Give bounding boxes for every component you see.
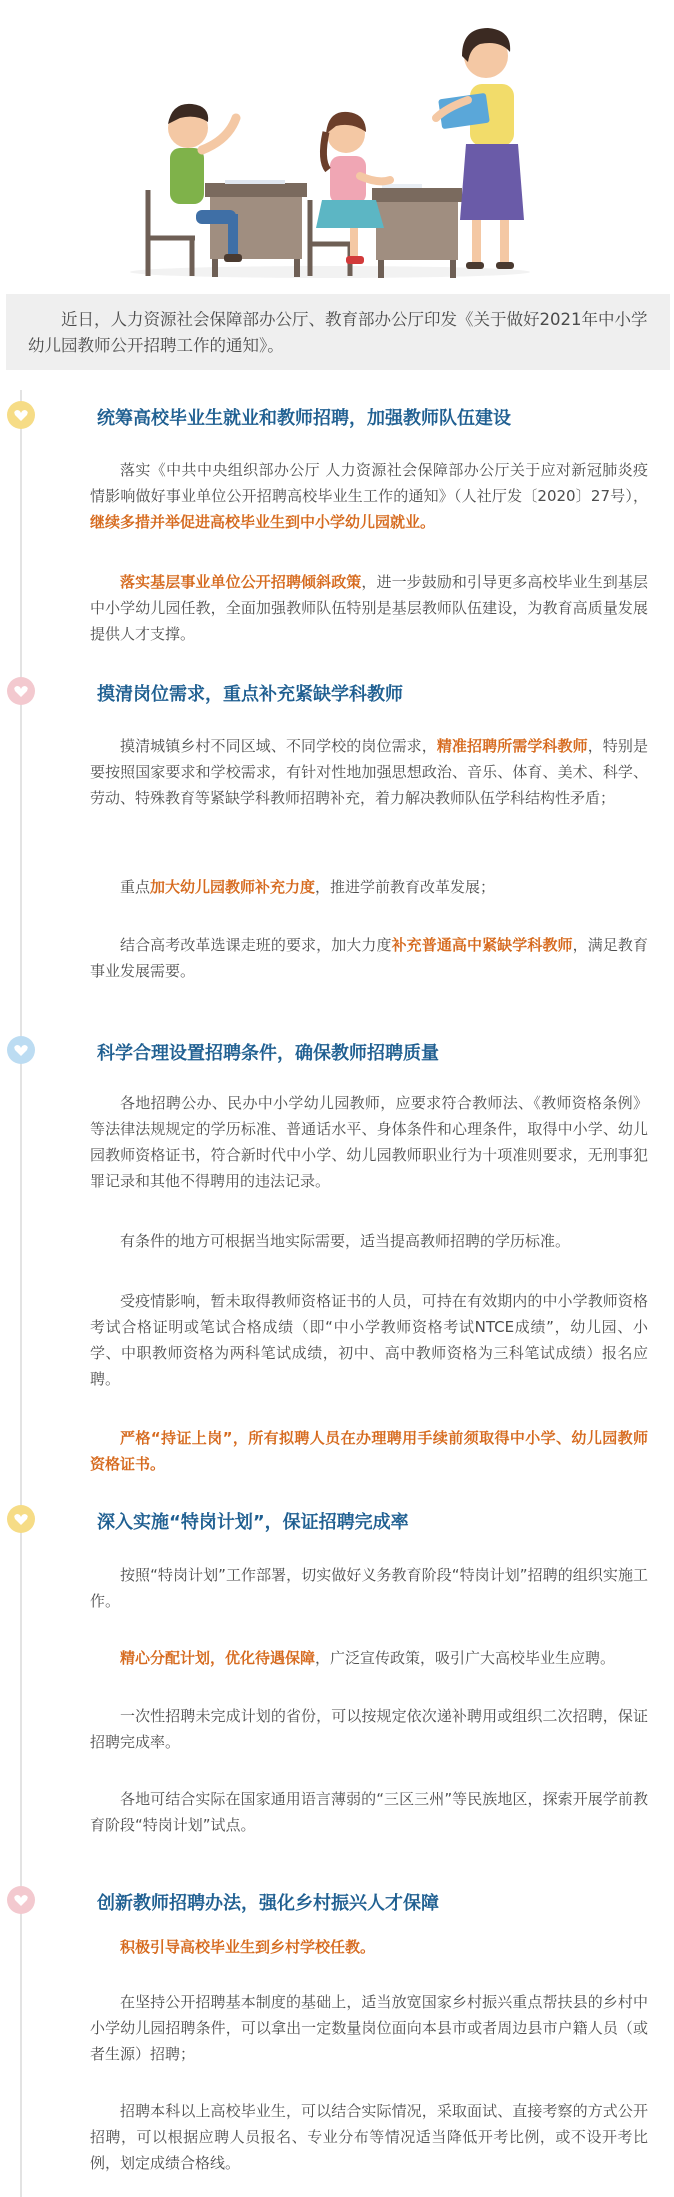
desk-right (372, 184, 462, 278)
section-3-para-1: 各地招聘公办、民办中小学幼儿园教师，应要求符合教师法、《教师资格条例》等法律法规规定的学历标准、普通话水平、身体条件和心理条件，取得中小学、幼儿园教师资格证书，符合新时代中小学、幼儿园教师职业行为十项准则要求，无刑事犯罪记录和其他不得聘用的违法记录。 (90, 1094, 648, 1190)
section-4-para-3: 一次性招聘未完成计划的省份，可以按规定依次递补聘用或组织二次招聘，保证招聘完成率。 (90, 1707, 648, 1751)
section-1-title: 统筹高校毕业生就业和教师招聘，加强教师队伍建设 (97, 408, 511, 429)
section-4-title: 深入实施“特岗计划”，保证招聘完成率 (97, 1512, 409, 1533)
section-3-para-3: 受疫情影响，暂未取得教师资格证书的人员，可持在有效期内的中小学教师资格考试合格证明或笔试合格成绩（即“中小学教师资格考试NTCE成绩”，幼儿园、小学、中职教师资格为两科笔试成绩，初中、高中教师资格为三科笔试成绩）报名应聘。 (90, 1292, 648, 1388)
section-4-para-2: 精心分配计划，优化待遇保障，广泛宣传政策，吸引广大高校毕业生应聘。 (120, 1649, 616, 1667)
section-5-para-2: 在坚持公开招聘基本制度的基础上，适当放宽国家乡村振兴重点帮扶县的乡村中小学幼儿园招聘条件，可以拿出一定数量岗位面向本县市或者周边县市户籍人员（或者生源）招聘； (90, 1993, 648, 2063)
section-2-para-3: 结合高考改革选课走班的要求，加大力度补充普通高中紧缺学科教师，满足教育事业发展需要。 (90, 936, 648, 980)
heart-pink-icon (7, 677, 35, 705)
section-5-para-3: 招聘本科以上高校毕业生，可以结合实际情况，采取面试、直接考察的方式公开招聘，可以根据应聘人员报名、专业分布等情况适当降低开考比例，或不设开考比例，划定成绩合格线。 (90, 2102, 648, 2172)
heart-pink-icon (7, 1886, 35, 1914)
desk-left (205, 180, 307, 277)
classroom-illustration (0, 0, 674, 290)
section-3-para-2: 有条件的地方可根据当地实际需要，适当提高教师招聘的学历标准。 (120, 1232, 571, 1250)
section-4-para-4: 各地可结合实际在国家通用语言薄弱的“三区三州”等民族地区，探索开展学前教育阶段“特岗计划”试点。 (90, 1790, 648, 1834)
heart-yellow-icon (7, 401, 35, 429)
intro-text: 近日，人力资源社会保障部办公厅、教育部办公厅印发《关于做好2021年中小学幼儿园教师公开招聘工作的通知》。 (28, 310, 648, 355)
heart-blue-icon (7, 1036, 35, 1064)
section-2-title: 摸清岗位需求，重点补充紧缺学科教师 (97, 684, 403, 705)
section-1-para-2: 落实基层事业单位公开招聘倾斜政策，进一步鼓励和引导更多高校毕业生到基层中小学幼儿园任教，全面加强教师队伍特别是基层教师队伍建设，为教育高质量发展提供人才支撑。 (90, 573, 648, 643)
section-2-para-1: 摸清城镇乡村不同区域、不同学校的岗位需求，精准招聘所需学科教师，特别是要按照国家要求和学校需求，有针对性地加强思想政治、音乐、体育、美术、科学、劳动、特殊教育等紧缺学科教师招聘补充，着力解决教师队伍学科结构性矛盾； (90, 737, 648, 807)
section-5-para-1: 积极引导高校毕业生到乡村学校任教。 (120, 1938, 376, 1956)
section-1-para-1: 落实《中共中央组织部办公厅 人力资源社会保障部办公厅关于应对新冠肺炎疫情影响做好事业单位公开招聘高校毕业生工作的通知》（人社厅发〔2020〕27号），继续多措并举促进高校毕业生到中小学幼儿园就业。 (90, 461, 648, 531)
timeline-line (20, 390, 22, 2197)
section-3-para-4: 严格“持证上岗”，所有拟聘人员在办理聘用手续前须取得中小学、幼儿园教师资格证书。 (90, 1429, 648, 1473)
section-2-para-2: 重点加大幼儿园教师补充力度，推进学前教育改革发展； (120, 878, 496, 896)
section-4-para-1: 按照“特岗计划”工作部署，切实做好义务教育阶段“特岗计划”招聘的组织实施工作。 (90, 1566, 648, 1610)
section-5-title: 创新教师招聘办法，强化乡村振兴人才保障 (97, 1893, 439, 1914)
intro-box (6, 294, 670, 370)
heart-yellow-icon (7, 1505, 35, 1533)
section-3-title: 科学合理设置招聘条件，确保教师招聘质量 (97, 1043, 439, 1064)
